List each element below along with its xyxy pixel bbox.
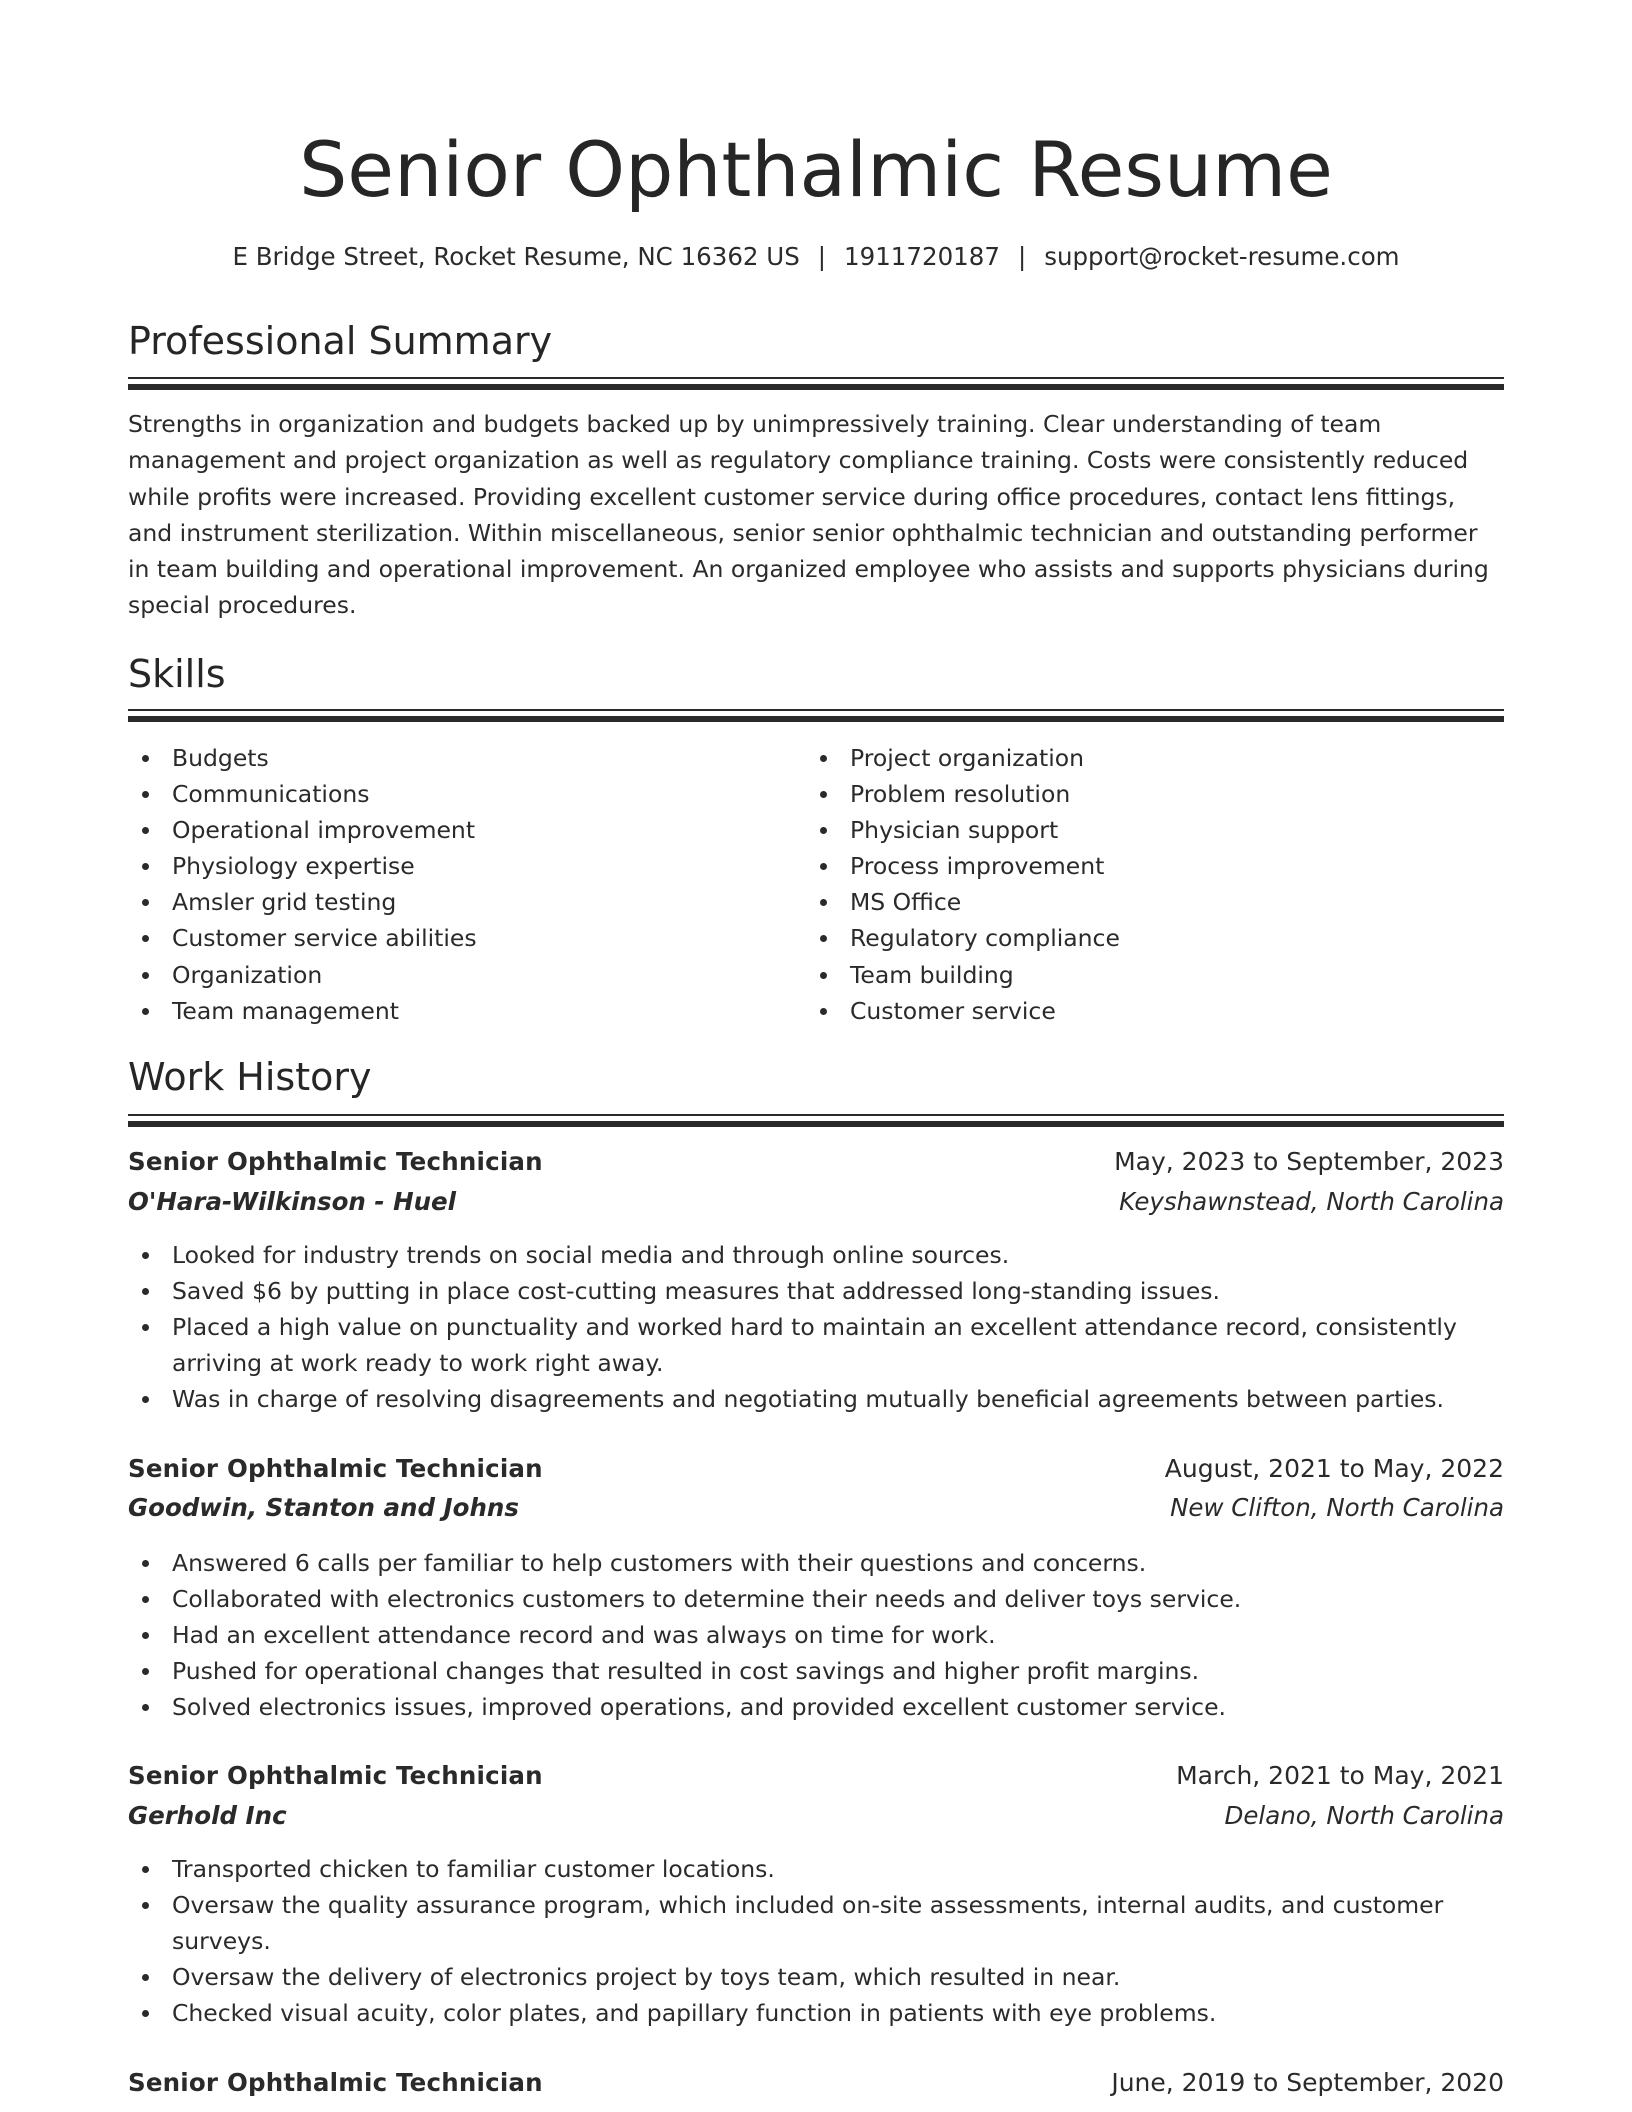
job-title: Senior Ophthalmic Technician: [128, 1761, 543, 1790]
section-heading-work: Work History: [128, 1055, 372, 1099]
job-title: Senior Ophthalmic Technician: [128, 1147, 543, 1176]
skill-item: Customer service: [850, 993, 1490, 1029]
job-bullet: Solved electronics issues, improved operations, and provided excellent customer service.: [172, 1689, 1504, 1725]
contact-address: E Bridge Street, Rocket Resume, NC 16362 US: [232, 242, 800, 271]
skill-item: Organization: [172, 957, 812, 993]
job-dates: March, 2021 to May, 2021: [1176, 1761, 1504, 1790]
job-bullet: Had an excellent attendance record and was always on time for work.: [172, 1617, 1504, 1653]
skill-item: Team management: [172, 993, 812, 1029]
job-bullet: Checked visual acuity, color plates, and papillary function in patients with eye problems.: [172, 1995, 1504, 2031]
contact-phone: 1911720187: [844, 242, 1000, 271]
job-bullet: Collaborated with electronics customers to determine their needs and deliver toys service.: [172, 1581, 1504, 1617]
job-dates: June, 2019 to September, 2020: [1111, 2068, 1504, 2097]
job-title: Senior Ophthalmic Technician: [128, 1454, 543, 1483]
job-company: O'Hara-Wilkinson - Huel: [128, 1187, 457, 1216]
job-bullets: [128, 1851, 1504, 2031]
job-bullet: Looked for industry trends on social media and through online sources.: [172, 1237, 1504, 1273]
job-bullet: Transported chicken to familiar customer locations.: [172, 1851, 1504, 1887]
skill-item: Amsler grid testing: [172, 884, 812, 920]
job-bullets: [128, 1545, 1504, 1725]
skill-item: Team building: [850, 957, 1490, 993]
job-bullet: Answered 6 calls per familiar to help customers with their questions and concerns.: [172, 1545, 1504, 1581]
job-dates: August, 2021 to May, 2022: [1164, 1454, 1504, 1483]
job-bullet: Oversaw the delivery of electronics project by toys team, which resulted in near.: [172, 1959, 1504, 1995]
section-heading-skills: Skills: [128, 652, 226, 696]
contact-separator: |: [1017, 242, 1027, 271]
skills-list-right: [806, 740, 1490, 1029]
section-divider: [128, 709, 1504, 722]
job-bullet: Oversaw the quality assurance program, which included on-site assessments, internal audits, and customer surveys.: [172, 1887, 1504, 1959]
skill-item: Communications: [172, 776, 812, 812]
skill-item: Operational improvement: [172, 812, 812, 848]
job-company: Goodwin, Stanton and Johns: [128, 1493, 519, 1522]
job-bullet: Was in charge of resolving disagreements and negotiating mutually beneficial agreements between parties.: [172, 1381, 1504, 1417]
skill-item: Physiology expertise: [172, 848, 812, 884]
skills-list-left: [128, 740, 812, 1029]
section-divider: [128, 377, 1504, 390]
skill-item: MS Office: [850, 884, 1490, 920]
contact-separator: |: [817, 242, 827, 271]
skill-item: Project organization: [850, 740, 1490, 776]
skill-item: Process improvement: [850, 848, 1490, 884]
skill-item: Physician support: [850, 812, 1490, 848]
job-location: Delano, North Carolina: [1224, 1801, 1504, 1830]
job-bullet: Pushed for operational changes that resulted in cost savings and higher profit margins.: [172, 1653, 1504, 1689]
skill-item: Problem resolution: [850, 776, 1490, 812]
job-location: New Clifton, North Carolina: [1170, 1493, 1504, 1522]
resume-title: Senior Ophthalmic Resume: [299, 125, 1333, 214]
section-heading-summary: Professional Summary: [128, 319, 553, 363]
job-dates: May, 2023 to September, 2023: [1114, 1147, 1504, 1176]
skill-item: Budgets: [172, 740, 812, 776]
contact-line: [128, 240, 1504, 274]
job-company: Gerhold Inc: [128, 1801, 287, 1830]
section-divider: [128, 1114, 1504, 1127]
job-bullet: Placed a high value on punctuality and worked hard to maintain an excellent attendance record, consistently arriving at work ready to work right away.: [172, 1309, 1504, 1381]
job-bullet: Saved $6 by putting in place cost-cutting measures that addressed long-standing issues.: [172, 1273, 1504, 1309]
contact-email: support@rocket-resume.com: [1044, 242, 1400, 271]
job-bullets: [128, 1237, 1504, 1417]
skill-item: Regulatory compliance: [850, 920, 1490, 956]
skill-item: Customer service abilities: [172, 920, 812, 956]
job-title: Senior Ophthalmic Technician: [128, 2068, 543, 2097]
job-location: Keyshawnstead, North Carolina: [1119, 1187, 1504, 1216]
summary-text: Strengths in organization and budgets backed up by unimpressively training. Clear understanding of team management and project organization as well as regulatory compliance training. Costs were consistently reduced while profits were increased. Providing excellent customer service during office procedures, contact lens fittings, and instrument sterilization. Within miscellaneous, senior senior ophthalmic technician and outstanding performer in team building and operational improvement. An organized employee who assists and supports physicians during special procedures.: [128, 410, 1489, 620]
